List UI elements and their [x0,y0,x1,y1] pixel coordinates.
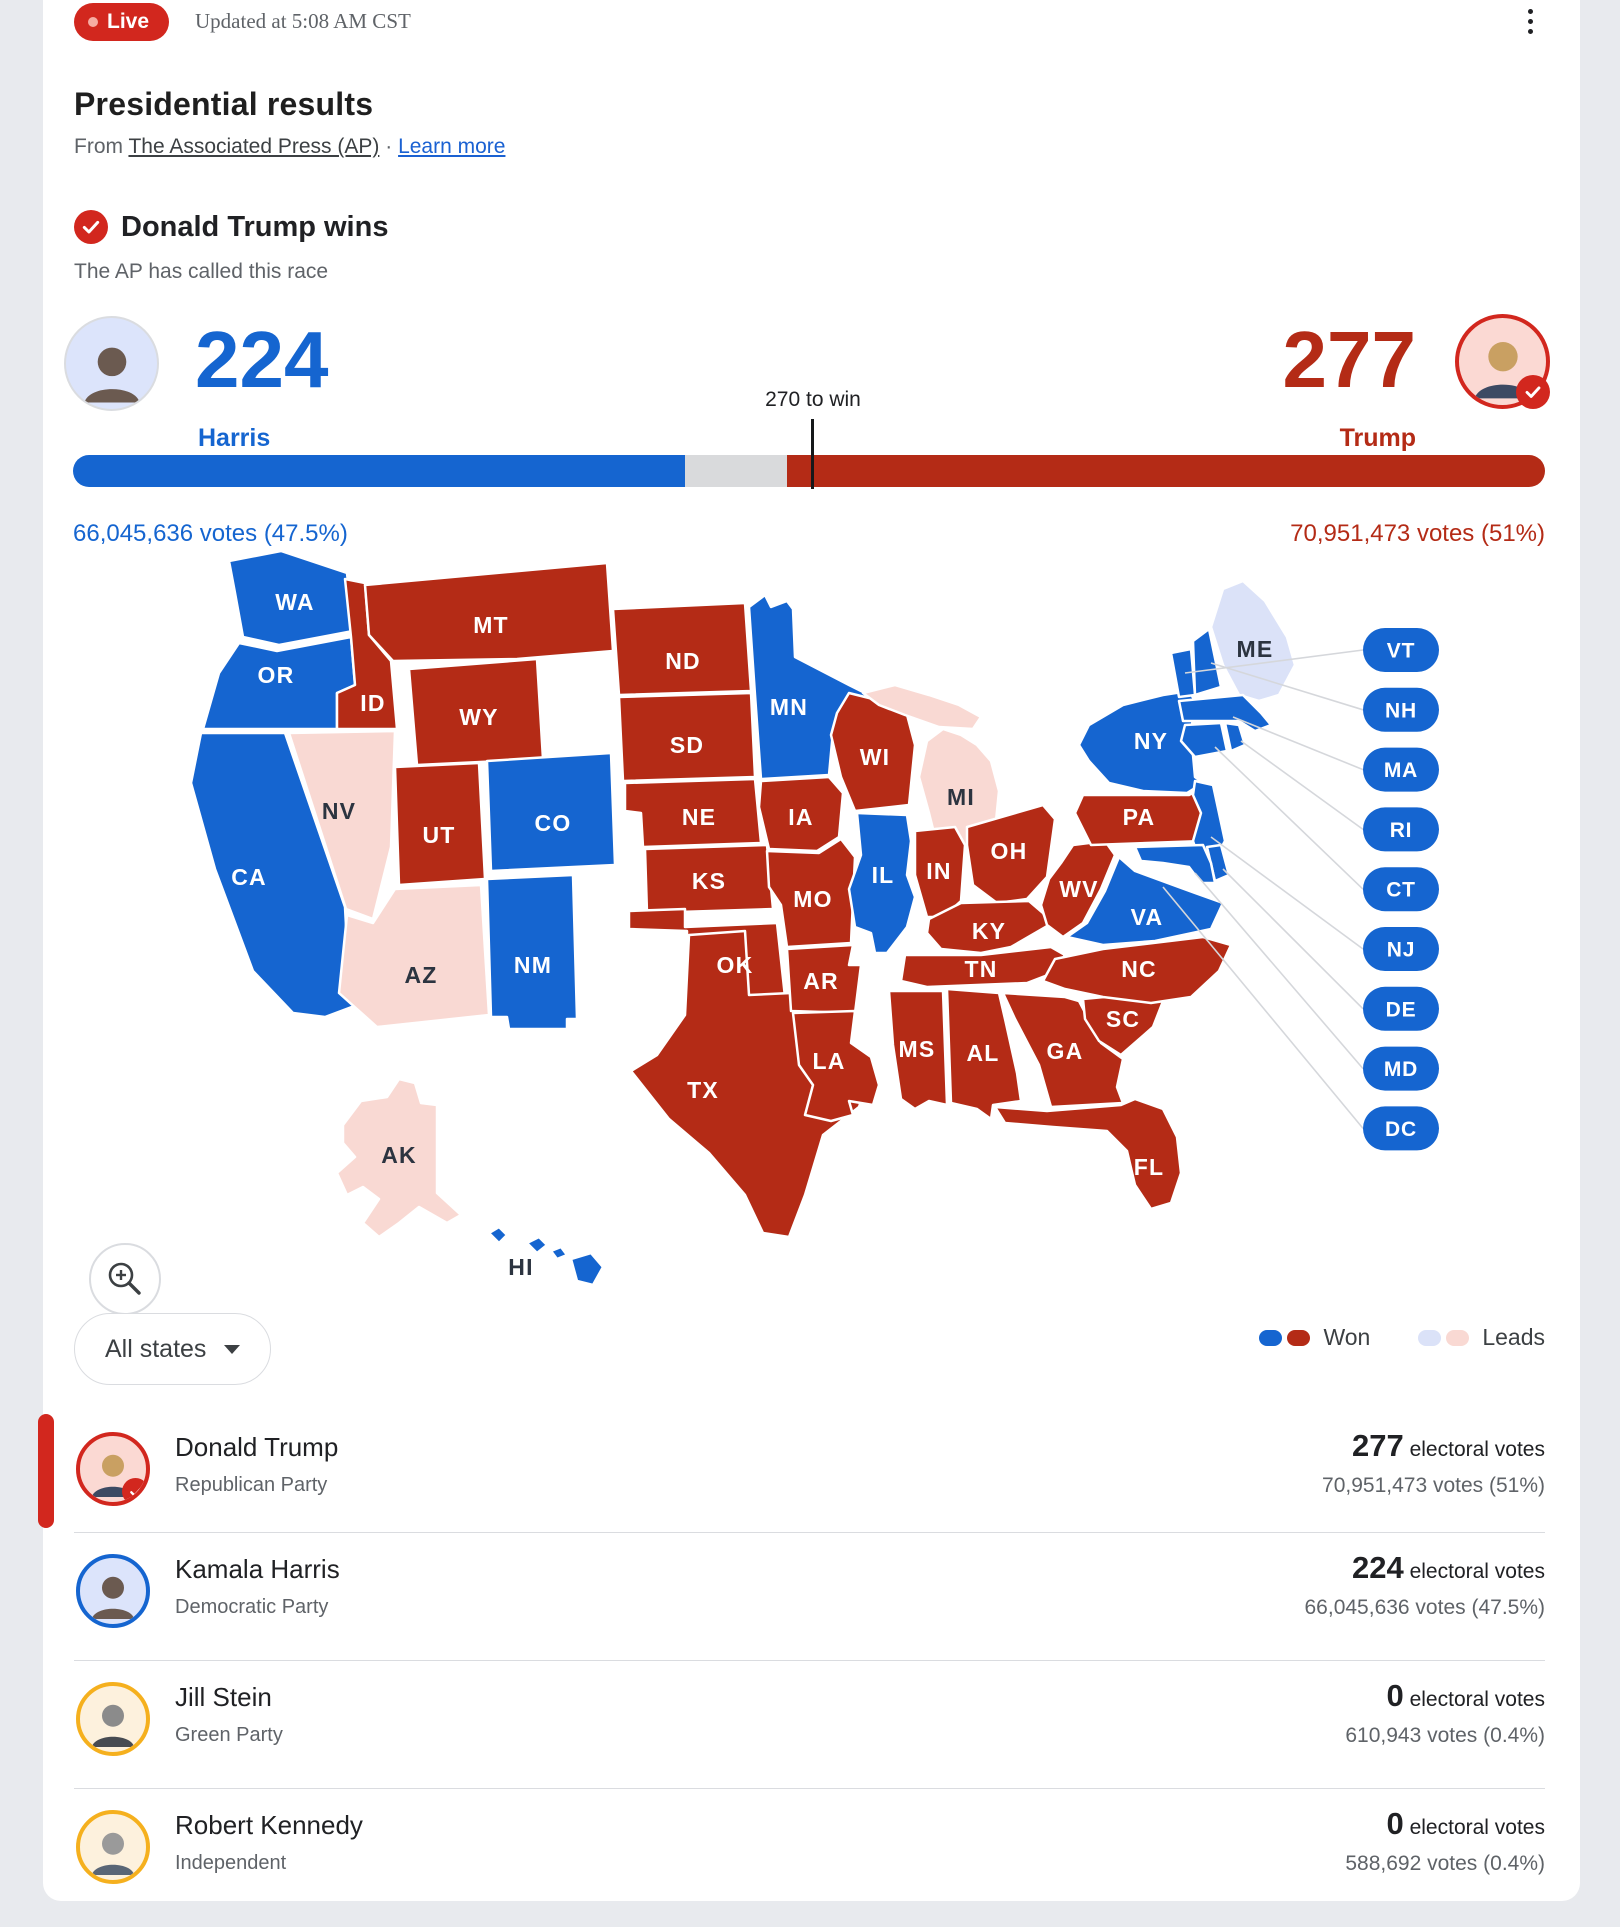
live-label: Live [107,10,150,33]
state-pill-label-VT: VT [1386,639,1416,663]
live-badge [74,3,169,41]
legend-won-label: Won [1323,1324,1371,1350]
state-label-CA: CA [231,864,267,890]
target-tick-mark [811,419,814,489]
attribution [74,135,505,159]
map-legend [1259,1324,1545,1351]
state-pill-NJ[interactable] [1363,927,1439,971]
legend-rep-leads-swatch [1446,1330,1469,1346]
winner-text: Donald Trump wins [121,210,389,243]
state-HI[interactable] [571,1253,603,1285]
candidate-electoral-votes: 0 electoral votes [1386,1678,1545,1713]
row-divider [74,1788,1545,1789]
state-FL[interactable] [995,1099,1181,1209]
candidate-avatar [76,1554,150,1628]
state-pill-label-RI: RI [1389,818,1413,842]
candidate-party: Green Party [175,1724,283,1746]
state-IL[interactable] [849,813,915,953]
state-label-LA: LA [812,1048,846,1074]
leader-line-DC [1163,887,1363,1128]
winner-checkmark-icon [74,210,108,244]
state-label-ID: ID [360,690,386,716]
row-divider [74,1660,1545,1661]
dem-bar-segment [73,455,685,487]
state-OR[interactable] [203,637,355,729]
state-label-NE: NE [681,804,717,830]
leader-line-MA [1233,717,1363,770]
candidate-popular-votes: 610,943 votes (0.4%) [1345,1724,1545,1747]
chevron-down-icon [224,1345,240,1354]
state-pill-label-NH: NH [1385,699,1417,723]
state-label-OH: OH [990,838,1028,864]
state-label-SC: SC [1105,1006,1141,1032]
state-NC[interactable] [1043,937,1231,1003]
candidate-popular-votes: 588,692 votes (0.4%) [1345,1852,1545,1875]
person-silhouette-icon [83,1692,143,1752]
state-label-ND: ND [665,648,701,674]
state-NE[interactable] [625,779,761,847]
candidate-party: Democratic Party [175,1596,329,1618]
state-label-PA: PA [1122,804,1156,830]
updated-timestamp: Updated at 5:08 AM CST [195,9,411,33]
state-pill-label-DC: DC [1385,1117,1417,1141]
state-label-AL: AL [966,1040,1000,1066]
state-NM[interactable] [487,875,577,1029]
state-label-IL: IL [871,862,895,888]
state-label-MS: MS [898,1036,936,1062]
state-HI[interactable] [551,1247,567,1259]
candidate-row-trump [43,1410,1580,1537]
legend-leads-label: Leads [1482,1324,1545,1350]
state-label-AR: AR [803,968,839,994]
state-label-MN: MN [769,694,809,720]
us-electoral-map[interactable] [43,545,1580,1320]
state-AK[interactable] [337,1079,461,1237]
candidate-popular-votes: 66,045,636 votes (47.5%) [1304,1596,1545,1619]
state-WA[interactable] [229,551,353,645]
candidate-party: Republican Party [175,1474,328,1496]
state-label-WI: WI [859,744,891,770]
ap-source-link[interactable]: The Associated Press (AP) [128,135,380,158]
race-called-text: The AP has called this race [74,260,329,283]
state-KS[interactable] [645,845,773,913]
state-CO[interactable] [487,753,615,871]
state-label-AK: AK [381,1142,417,1168]
state-HI[interactable] [527,1237,547,1253]
candidate-name: Robert Kennedy [175,1810,363,1840]
state-AR[interactable] [787,945,861,1013]
rep-bar-segment [787,455,1545,487]
kebab-menu-icon[interactable] [1516,4,1544,38]
state-RI[interactable] [1225,723,1245,751]
state-label-GA: GA [1046,1038,1084,1064]
state-label-OK: OK [716,952,754,978]
attribution-prefix: From [74,135,129,158]
leader-line-RI [1241,741,1363,829]
state-pill-label-MA: MA [1383,759,1419,783]
harris-name-label: Harris [198,424,271,452]
state-pill-MD[interactable] [1363,1047,1439,1091]
state-ME[interactable] [1211,581,1295,701]
state-label-CO: CO [534,810,572,836]
candidate-electoral-votes: 224 electoral votes [1352,1550,1545,1585]
state-SD[interactable] [619,693,755,781]
candidate-name: Kamala Harris [175,1554,340,1584]
state-label-NM: NM [513,952,553,978]
candidate-row-stein [43,1660,1580,1787]
all-states-label: All states [105,1334,207,1363]
state-label-FL: FL [1133,1154,1165,1180]
row-divider [74,1532,1545,1533]
learn-more-link[interactable]: Learn more [398,135,506,158]
state-label-NY: NY [1133,728,1169,754]
candidate-electoral-votes: 277 electoral votes [1352,1428,1545,1463]
candidate-row-kennedy [43,1788,1580,1915]
state-VT[interactable] [1171,649,1195,697]
leader-line-CT [1215,747,1363,889]
state-label-WY: WY [459,704,499,730]
candidate-electoral-votes: 0 electoral votes [1386,1806,1545,1841]
state-label-HI: HI [508,1254,534,1280]
legend-dem-leads-swatch [1418,1330,1441,1346]
harris-popular-votes: 66,045,636 votes (47.5%) [73,520,348,547]
person-silhouette-icon [83,1820,143,1880]
presidential-results-card [43,0,1580,1901]
state-pill-label-NJ: NJ [1386,938,1416,962]
candidate-name: Donald Trump [175,1432,339,1462]
person-silhouette-icon [83,1564,143,1624]
state-pill-DC[interactable] [1363,1106,1439,1150]
state-MO[interactable] [767,839,855,947]
state-label-NV: NV [321,798,357,824]
state-label-WA: WA [275,589,315,615]
candidate-row-harris [43,1532,1580,1659]
person-silhouette-icon [73,331,151,409]
state-label-VA: VA [1130,904,1164,930]
state-label-NC: NC [1121,956,1157,982]
candidate-popular-votes: 70,951,473 votes (51%) [1322,1474,1545,1497]
state-pill-CT[interactable] [1363,867,1439,911]
trump-electoral-count: 277 [1282,315,1416,404]
state-pill-VT[interactable] [1363,628,1439,672]
state-ND[interactable] [613,603,751,695]
state-pill-DE[interactable] [1363,987,1439,1031]
state-label-MO: MO [793,886,833,912]
undecided-bar-segment [685,455,787,487]
legend-rep-won-swatch [1287,1330,1310,1346]
candidate-name: Jill Stein [175,1682,272,1712]
state-label-IN: IN [926,858,952,884]
trump-popular-votes: 70,951,473 votes (51%) [1290,520,1545,547]
trump-avatar [1455,314,1550,409]
state-MS[interactable] [889,991,947,1109]
all-states-dropdown[interactable] [74,1313,271,1385]
candidate-party: Independent [175,1852,287,1874]
candidate-avatar [76,1682,150,1756]
state-pill-label-DE: DE [1385,998,1417,1022]
state-pill-NH[interactable] [1363,688,1439,732]
state-label-KY: KY [971,918,1007,944]
candidate-avatar [76,1810,150,1884]
harris-avatar [64,316,159,411]
state-PA[interactable] [1075,787,1211,845]
state-label-KS: KS [691,868,727,894]
state-label-OR: OR [257,662,295,688]
winner-check-badge-icon [122,1478,149,1505]
state-WY[interactable] [409,659,543,765]
electoral-progress-bar [73,455,1545,487]
state-pill-label-CT: CT [1386,878,1416,902]
state-label-MI: MI [947,784,975,810]
state-pill-label-MD: MD [1383,1058,1419,1082]
state-label-IA: IA [788,804,814,830]
state-label-WV: WV [1059,876,1099,902]
state-IA[interactable] [759,777,843,851]
zoom-in-magnifier-icon[interactable] [90,1244,160,1314]
live-dot-icon [88,17,98,27]
winner-check-badge-icon [1516,375,1550,409]
state-label-UT: UT [422,822,456,848]
attribution-separator: · [379,135,399,158]
legend-dem-won-swatch [1259,1330,1282,1346]
state-label-TX: TX [687,1077,719,1103]
candidate-avatar [76,1432,150,1506]
state-UT[interactable] [395,763,485,885]
state-MT[interactable] [365,563,613,661]
winner-banner [74,210,388,244]
state-pill-MA[interactable] [1363,748,1439,792]
state-label-ME: ME [1236,636,1274,662]
state-label-TN: TN [964,956,998,982]
target-to-win-label: 270 to win [765,388,861,411]
state-label-AZ: AZ [404,962,438,988]
selected-indicator-bar [38,1414,54,1528]
page-title: Presidential results [74,86,374,122]
state-pill-RI[interactable] [1363,807,1439,851]
state-HI[interactable] [489,1227,507,1243]
state-label-SD: SD [669,732,705,758]
harris-electoral-count: 224 [195,315,329,404]
state-label-MT: MT [473,612,509,638]
trump-name-label: Trump [1339,424,1416,452]
